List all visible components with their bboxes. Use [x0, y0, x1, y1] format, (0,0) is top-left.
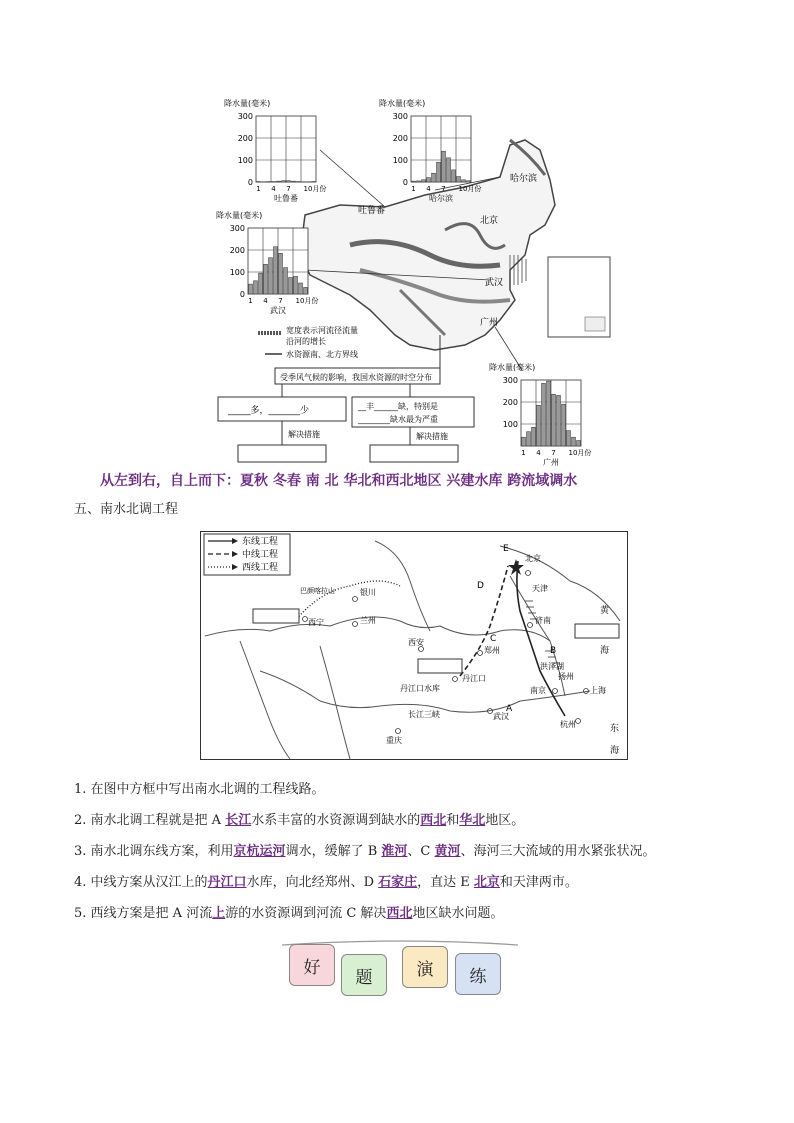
chart-bar	[422, 180, 426, 182]
answer: 北京	[473, 875, 500, 890]
city-label: 哈尔滨	[510, 174, 538, 184]
chart-xtick: 7	[286, 185, 291, 193]
svg-text:A: A	[506, 704, 513, 714]
chart-xtick: 7	[441, 185, 446, 193]
question-4: 4. 中线方案从汉江上的丹江口水库，向北经郑州、D 石家庄，直达 E 北京和天津两市。	[74, 875, 578, 890]
chart-bar	[279, 253, 283, 294]
chart-bar	[264, 264, 268, 294]
svg-text:郑州: 郑州	[484, 646, 500, 655]
answer: 丹江口	[207, 875, 247, 890]
svg-text:西宁: 西宁	[308, 618, 324, 627]
svg-text:东: 东	[610, 724, 620, 734]
answer-box-west[interactable]	[253, 609, 299, 623]
svg-text:丹江口水库: 丹江口水库	[400, 684, 440, 693]
chart-bar	[249, 284, 253, 294]
chart-bar	[467, 181, 471, 182]
water-diversion-map	[200, 531, 628, 760]
answer-caption: 从左到右，自上而下：夏秋 冬春 南 北 华北和西北地区 兴建水库 跨流域调水	[100, 473, 578, 489]
svg-text:黄: 黄	[600, 606, 610, 616]
chart-bar	[269, 258, 273, 294]
svg-text:海: 海	[610, 746, 620, 756]
chart-bar	[537, 405, 541, 446]
chart-ytick: 300	[392, 112, 408, 121]
chart-xtick: 10月份	[458, 185, 482, 193]
chart-xtick: 4	[271, 185, 276, 193]
chart-city: 武汉	[270, 306, 286, 314]
chart-bar	[304, 287, 308, 294]
chart-ytick: 0	[402, 178, 408, 187]
svg-text:长江三峡: 长江三峡	[408, 710, 440, 719]
chart-bar	[277, 181, 281, 182]
banner-card-3: 演	[402, 946, 448, 988]
legend-east: 东线工程	[242, 537, 279, 547]
chart-city: 哈尔滨	[429, 194, 453, 202]
chart-xtick: 10月份	[303, 185, 327, 193]
chart-xtick: 1	[248, 297, 253, 305]
chart-bar	[532, 427, 536, 446]
chart-bar	[254, 281, 258, 294]
svg-text:兰州: 兰州	[360, 616, 376, 625]
chart-ytick: 200	[392, 134, 408, 143]
chart-bar	[274, 247, 278, 294]
chart-ytick: 0	[239, 290, 245, 299]
banner-card-1: 好	[289, 944, 335, 986]
chart-ylabel: 降水量(毫米)	[379, 99, 426, 108]
svg-text:巴颜喀拉山: 巴颜喀拉山	[300, 587, 335, 595]
svg-text:解决措施: 解决措施	[288, 430, 320, 439]
answer: 淮河	[381, 844, 408, 859]
chart-xtick: 7	[551, 449, 556, 457]
chart-bar	[552, 394, 556, 446]
chart-ytick: 200	[502, 398, 518, 407]
chart-ytick: 200	[229, 246, 245, 255]
chart-bar	[557, 395, 561, 446]
svg-text:洪泽湖: 洪泽湖	[540, 662, 564, 671]
chart-bar	[294, 276, 298, 294]
svg-text:__丰______缺，特别是: __丰______缺，特别是	[358, 402, 438, 411]
svg-text:武汉: 武汉	[493, 712, 509, 721]
chart-bar	[457, 177, 461, 183]
chart-bar	[572, 437, 576, 446]
city-label: 武汉	[485, 278, 504, 288]
svg-text:北京: 北京	[525, 554, 541, 563]
chart-ytick: 100	[237, 156, 253, 165]
chart-bar	[284, 268, 288, 294]
answer: 京杭运河	[233, 844, 286, 859]
question-3: 3. 南水北调东线方案，利用京杭运河调水，缓解了 B 淮河、C 黄河、海河三大流域的用水紧张状况。	[74, 844, 656, 859]
precip-chart-haerbin	[377, 96, 482, 202]
chart-bar	[427, 178, 431, 182]
question-1: 1. 在图中方框中写出南水北调的工程线路。	[74, 782, 325, 797]
svg-text:济南: 济南	[535, 616, 551, 625]
chart-xtick: 1	[521, 449, 526, 457]
chart-ytick: 300	[237, 112, 253, 121]
svg-text:丹江口: 丹江口	[462, 674, 486, 683]
city-label: 吐鲁番	[358, 206, 386, 216]
svg-text:扬州: 扬州	[558, 672, 574, 681]
chart-bar	[289, 278, 293, 295]
chart-xtick: 4	[263, 297, 268, 305]
chart-city: 吐鲁番	[274, 194, 298, 202]
section-title: 五、南水北调工程	[74, 502, 179, 517]
legend-middle: 中线工程	[242, 550, 279, 560]
chart-bar	[259, 273, 263, 294]
chart-ytick: 200	[237, 134, 253, 143]
chart-ytick: 300	[229, 224, 245, 233]
svg-text:C: C	[490, 634, 497, 644]
chart-bar	[437, 162, 441, 182]
svg-text:天津: 天津	[532, 584, 548, 593]
chart-bar	[527, 432, 531, 446]
chart-bar	[567, 431, 571, 446]
question-5: 5. 西线方案是把 A 河流上游的水资源调到河流 C 解决西北地区缺水问题。	[74, 906, 504, 921]
chart-ytick: 100	[229, 268, 245, 277]
answer: 长江	[225, 813, 252, 828]
svg-text:沿河的增长: 沿河的增长	[286, 337, 326, 346]
chart-ytick: 100	[392, 156, 408, 165]
chart-xtick: 10月份	[568, 449, 592, 457]
chart-bar	[282, 181, 286, 182]
chart-ytick: 300	[502, 376, 518, 385]
chart-bar	[522, 437, 526, 446]
chart-ytick: 100	[502, 420, 518, 429]
chart-bar	[542, 383, 546, 446]
answer: 黄河	[434, 844, 461, 859]
svg-text:解决措施: 解决措施	[416, 432, 448, 441]
answer: 西北	[386, 906, 413, 921]
chart-xtick: 1	[256, 185, 261, 193]
chart-bar	[562, 404, 566, 446]
svg-text:E: E	[503, 544, 509, 554]
chart-bar	[442, 151, 446, 182]
chart-xtick: 4	[426, 185, 431, 193]
banner-card-4: 练	[455, 953, 501, 995]
chart-bar	[287, 181, 291, 182]
legend-west: 西线工程	[242, 563, 279, 573]
precip-chart-guangzhou	[487, 360, 592, 466]
chart-ylabel: 降水量(毫米)	[216, 211, 263, 220]
chart-bar	[462, 180, 466, 182]
city-label: 广州	[480, 318, 499, 328]
banner-card-2: 题	[341, 954, 387, 996]
precip-chart-wuhan	[214, 208, 319, 314]
svg-text:_____多，_______少: _____多，_______少	[228, 406, 310, 416]
svg-text:杭州: 杭州	[560, 720, 576, 729]
chart-bar	[412, 181, 416, 182]
svg-text:南京: 南京	[530, 686, 546, 695]
chart-ylabel: 降水量(毫米)	[489, 363, 536, 372]
svg-text:银川: 银川	[360, 588, 376, 597]
svg-text:宽度表示河流径流量: 宽度表示河流径流量	[286, 326, 358, 335]
chart-ylabel: 降水量(毫米)	[224, 99, 271, 108]
chart-bar	[547, 381, 551, 446]
chart-bar	[417, 181, 421, 182]
svg-text:重庆: 重庆	[386, 736, 402, 745]
svg-text:________缺水最为严重: ________缺水最为严重	[358, 415, 438, 424]
svg-text:D: D	[477, 581, 484, 591]
svg-text:B: B	[550, 646, 557, 656]
flow-top-box: 受季风气候的影响，我国水资源的时空分布	[280, 373, 432, 382]
chart-bar	[452, 170, 456, 182]
question-2: 2. 南水北调工程就是把 A 长江水系丰富的水资源调到缺水的西北和华北地区。	[74, 813, 525, 828]
answer-box-middle[interactable]	[418, 659, 462, 673]
answer: 华北	[459, 813, 486, 828]
svg-text:西安: 西安	[408, 638, 424, 647]
answer-box-east[interactable]	[575, 624, 619, 638]
svg-text:水资源南、北方界线: 水资源南、北方界线	[286, 350, 358, 359]
answer: 上	[212, 906, 226, 921]
chart-bar	[299, 283, 303, 294]
chart-bar	[292, 181, 296, 182]
precip-chart-tulufan	[222, 96, 327, 202]
svg-text:上海: 上海	[590, 686, 606, 695]
chart-xtick: 1	[411, 185, 416, 193]
answer: 石家庄	[378, 875, 418, 890]
chart-xtick: 7	[278, 297, 283, 305]
chart-bar	[447, 158, 451, 182]
city-label: 北京	[480, 216, 499, 226]
svg-text:海: 海	[600, 646, 610, 656]
chart-bar	[577, 441, 581, 447]
chart-xtick: 10月份	[295, 297, 319, 305]
chart-city: 广州	[543, 458, 559, 466]
chart-bar	[432, 173, 436, 182]
chart-xtick: 4	[536, 449, 541, 457]
answer: 西北	[420, 813, 447, 828]
chart-ytick: 0	[247, 178, 253, 187]
